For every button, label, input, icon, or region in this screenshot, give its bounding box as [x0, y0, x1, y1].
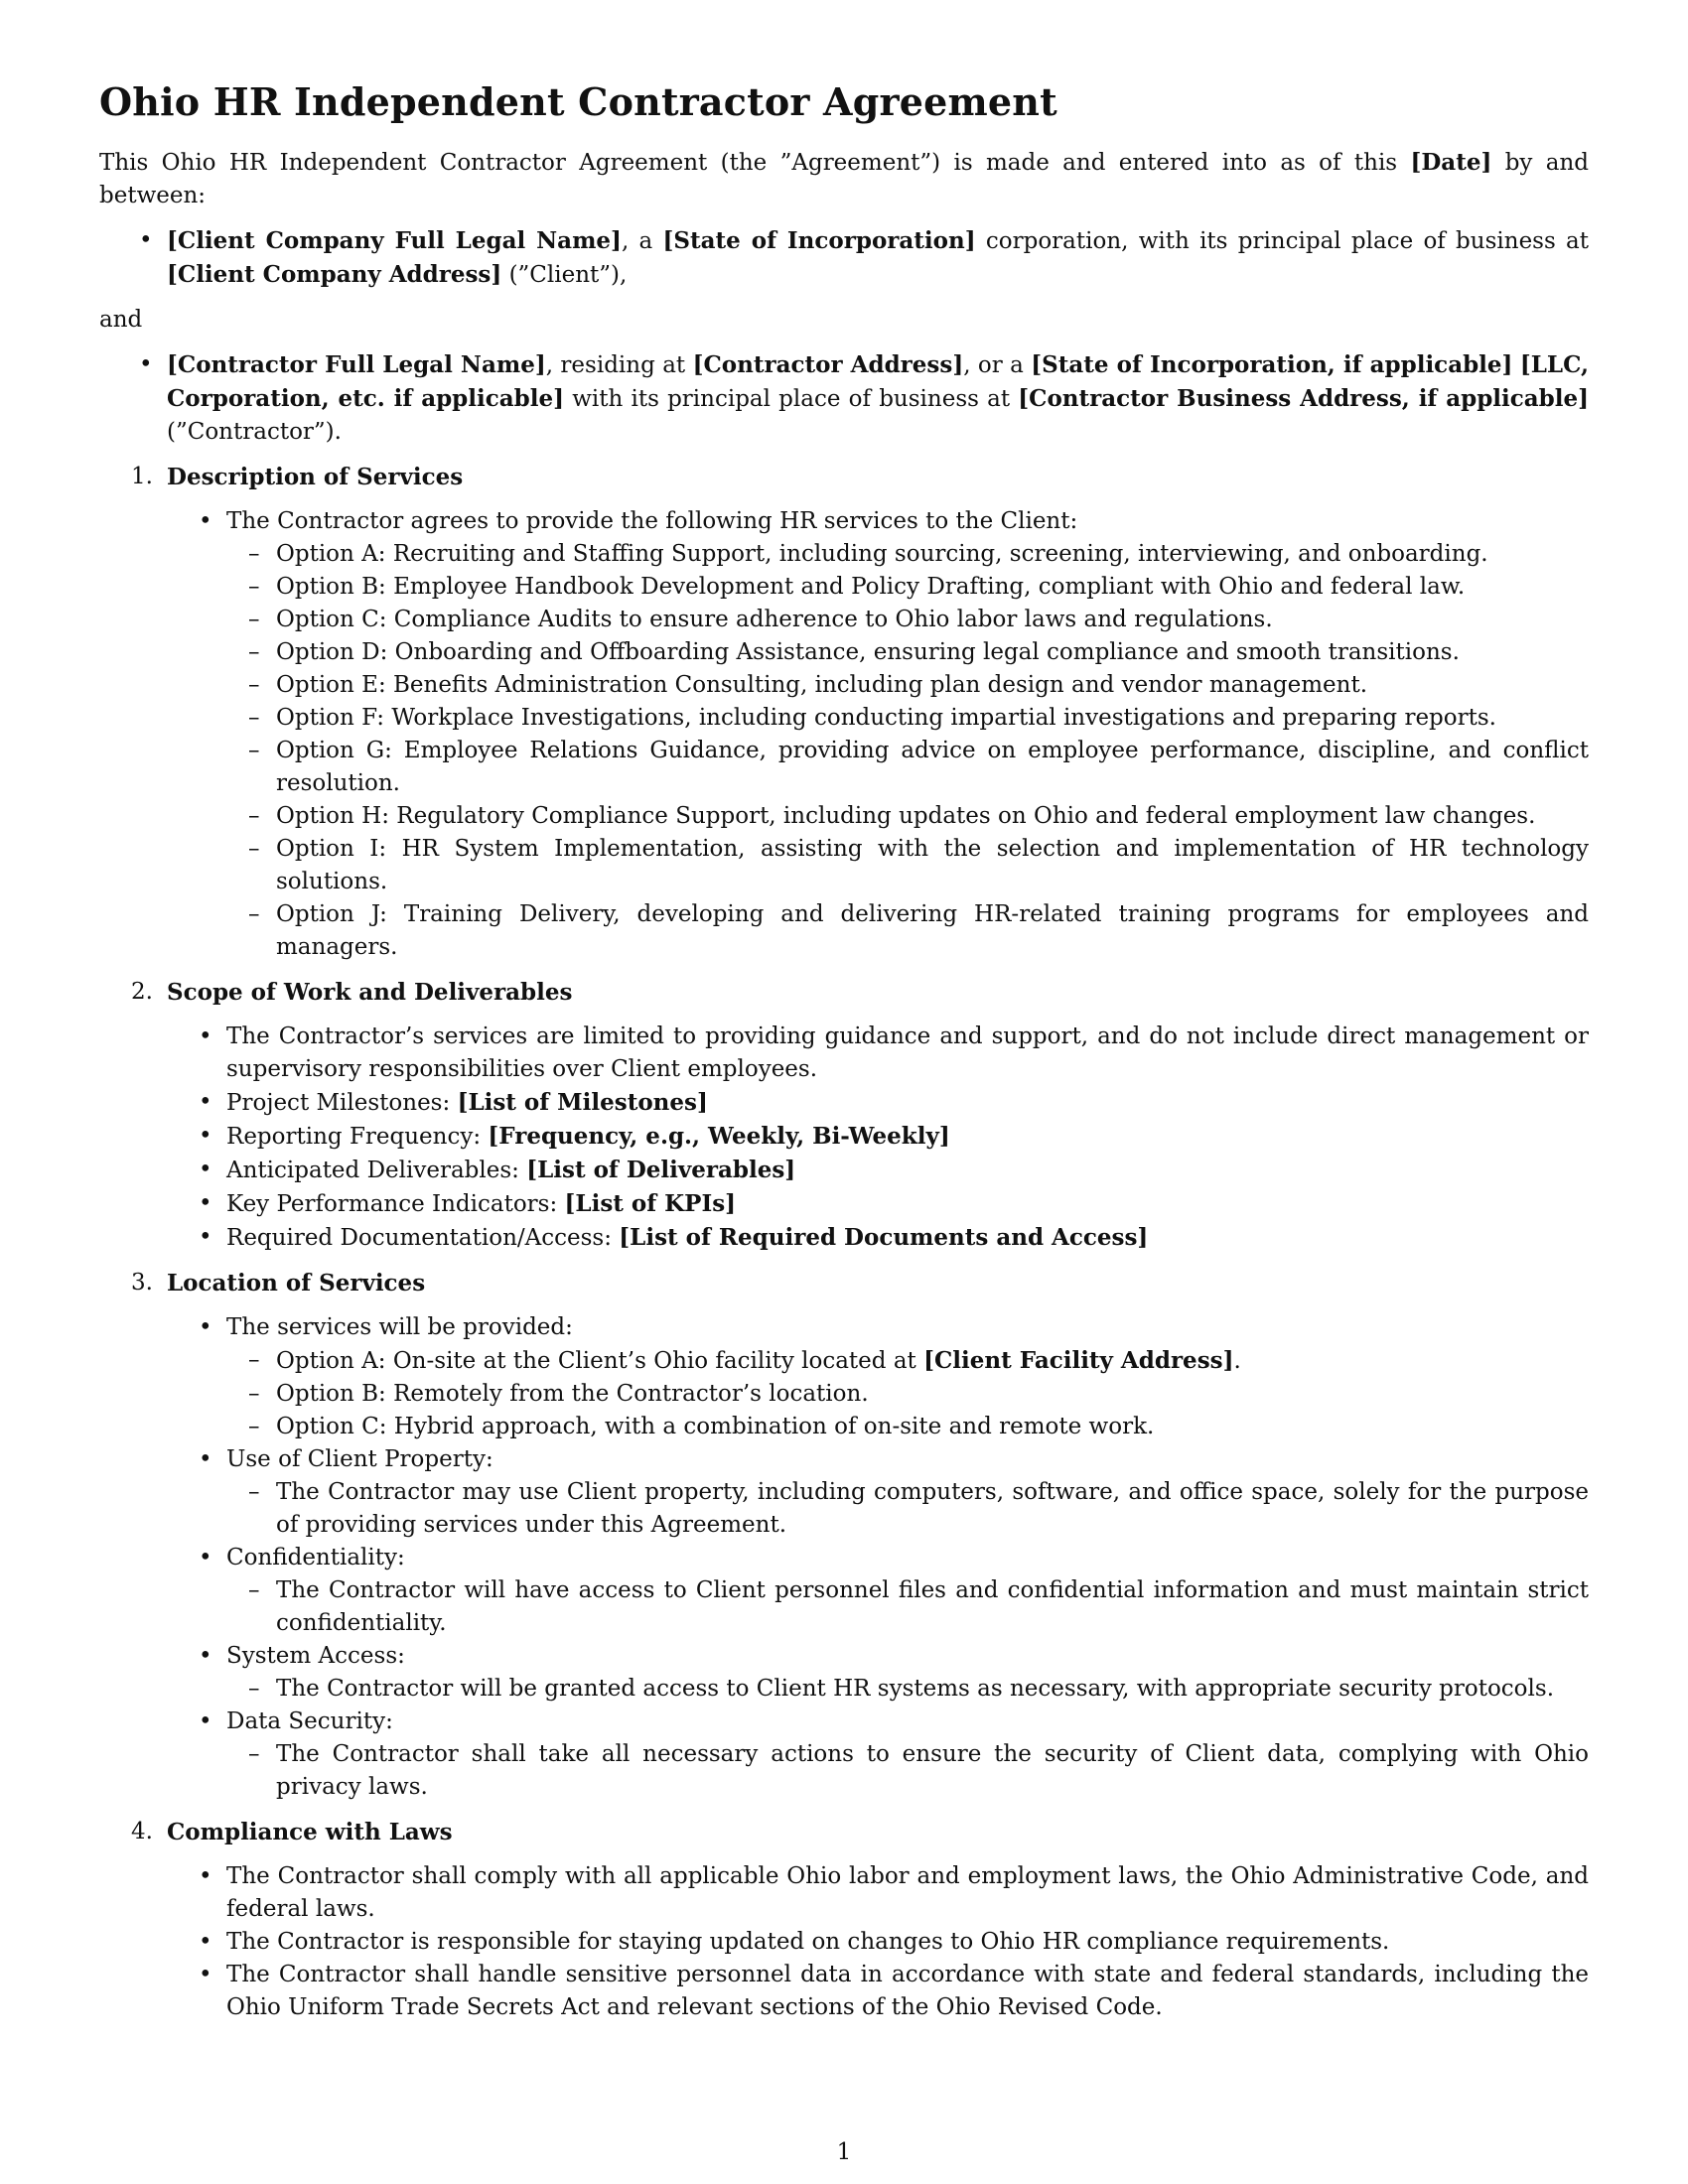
section-scope-of-work [99, 976, 1589, 1255]
data-security-text: – The Contractor shall take all necessary actions to ensure the security of Client data, complying with Ohio privacy laws. [226, 1738, 1589, 1804]
item-label: Required Documentation/Access: [226, 1225, 620, 1251]
service-option-j: – Option J: Training Delivery, developing and delivering HR-related training programs for employees and managers. [226, 898, 1589, 964]
contractor-entity-placeholder: [LLC, Corporation, etc. if applicable] [167, 351, 1589, 412]
document-page [99, 79, 1589, 2036]
client-text: (”Client”), [501, 262, 628, 288]
documents-placeholder: [List of Required Documents and Access] [619, 1224, 1149, 1251]
item-label: Key Performance Indicators: [226, 1191, 565, 1217]
item-label: System Access: [226, 1643, 405, 1669]
list-item [167, 505, 1589, 964]
section-number: 4. [131, 1819, 153, 1844]
client-state-placeholder: [State of Incorporation] [662, 227, 976, 254]
milestones-placeholder: [List of Milestones] [457, 1089, 708, 1116]
section-number: 1. [131, 464, 153, 489]
item-label: Reporting Frequency: [226, 1124, 489, 1150]
list-item [167, 1640, 1589, 1706]
list-item [167, 1542, 1589, 1640]
section-location-of-services [99, 1267, 1589, 1804]
contractor-business-address-placeholder: [Contractor Business Address, if applicable] [1018, 385, 1589, 412]
intro-paragraph [99, 146, 1589, 212]
contractor-text: , residing at [545, 352, 693, 378]
section-number: 3. [131, 1270, 153, 1296]
section-bullets [167, 1860, 1589, 2024]
list-item [167, 1221, 1589, 1255]
section-title: Location of Services [167, 1270, 426, 1297]
intro-text: This Ohio HR Independent Contractor Agreement (the ”Agreement”) is made and entered into as of this [99, 150, 1411, 176]
confidentiality-text: – The Contractor will have access to Client personnel files and confidential information and must maintain strict confidentiality. [226, 1574, 1589, 1640]
list-item: • The Contractor is responsible for staying updated on changes to Ohio HR compliance requirements. [167, 1926, 1589, 1959]
item-label: The services will be provided: [226, 1314, 573, 1340]
location-options [226, 1344, 1589, 1443]
item-label: Use of Client Property: [226, 1446, 493, 1472]
list-item [167, 1086, 1589, 1120]
location-option-b: – Option B: Remotely from the Contractor’s location. [226, 1378, 1589, 1411]
list-item [167, 1120, 1589, 1154]
contractor-address-placeholder: [Contractor Address] [692, 351, 964, 378]
sub-list [226, 1476, 1589, 1542]
option-text: Option A: On-site at the Client’s Ohio facility located at [276, 1348, 924, 1374]
facility-address-placeholder: [Client Facility Address] [923, 1347, 1234, 1374]
service-option-g: – Option G: Employee Relations Guidance, providing advice on employee performance, discipline, and conflict resolution. [226, 735, 1589, 800]
client-party [99, 224, 1589, 292]
item-label: Anticipated Deliverables: [226, 1158, 527, 1183]
section-number: 2. [131, 979, 153, 1005]
contractor-text: , or a [963, 352, 1032, 378]
service-option-d: – Option D: Onboarding and Offboarding Assistance, ensuring legal compliance and smooth transitions. [226, 636, 1589, 669]
client-text: corporation, with its principal place of business at [975, 228, 1589, 254]
party-list-client [99, 224, 1589, 292]
item-label: Project Milestones: [226, 1090, 458, 1116]
client-text: , a [621, 228, 663, 254]
section-bullets [167, 1021, 1589, 1255]
frequency-placeholder: [Frequency, e.g., Weekly, Bi-Weekly] [488, 1123, 950, 1150]
section-description-of-services [99, 461, 1589, 964]
section-bullets [167, 505, 1589, 964]
item-label: Confidentiality: [226, 1545, 405, 1570]
contractor-name-placeholder: [Contractor Full Legal Name] [167, 351, 546, 378]
contractor-text: with its principal place of business at [564, 386, 1019, 412]
item-label: Data Security: [226, 1708, 393, 1734]
kpis-placeholder: [List of KPIs] [564, 1190, 737, 1217]
system-access-text: – The Contractor will be granted access to Client HR systems as necessary, with appropriate security protocols. [226, 1673, 1589, 1706]
location-option-c: – Option C: Hybrid approach, with a combination of on-site and remote work. [226, 1411, 1589, 1443]
contractor-text [1512, 352, 1519, 378]
list-item [167, 1311, 1589, 1443]
list-item: • The Contractor shall comply with all applicable Ohio labor and employment laws, the Ohio Administrative Code, and federal laws. [167, 1860, 1589, 1926]
service-option-b: – Option B: Employee Handbook Development and Policy Drafting, compliant with Ohio and federal law. [226, 571, 1589, 604]
sub-list [226, 1673, 1589, 1706]
service-option-f: – Option F: Workplace Investigations, including conducting impartial investigations and preparing reports. [226, 702, 1589, 735]
list-item [167, 1154, 1589, 1187]
client-address-placeholder: [Client Company Address] [167, 261, 502, 288]
list-item: • The Contractor shall handle sensitive personnel data in accordance with state and federal standards, including the Ohio Uniform Trade Secrets Act and relevant sections of the Ohio Revised Code. [167, 1959, 1589, 2024]
list-item [167, 1443, 1589, 1542]
party-list-contractor [99, 348, 1589, 449]
service-option-a: – Option A: Recruiting and Staffing Support, including sourcing, screening, interviewing, and onboarding. [226, 538, 1589, 571]
section-title: Compliance with Laws [167, 1819, 453, 1845]
section-title: Scope of Work and Deliverables [167, 979, 573, 1006]
service-option-i: – Option I: HR System Implementation, assisting with the selection and implementation of HR technology solutions. [226, 833, 1589, 898]
location-option-a [226, 1344, 1589, 1378]
date-placeholder: [Date] [1410, 149, 1492, 176]
sub-list [226, 1574, 1589, 1640]
service-options [226, 538, 1589, 964]
list-item [167, 1187, 1589, 1221]
section-list [99, 461, 1589, 2024]
section-title: Description of Services [167, 464, 464, 490]
document-title: Ohio HR Independent Contractor Agreement [99, 79, 1057, 124]
option-text: . [1233, 1348, 1241, 1374]
service-option-h: – Option H: Regulatory Compliance Support, including updates on Ohio and federal employment law changes. [226, 800, 1589, 833]
contractor-party [99, 348, 1589, 449]
client-name-placeholder: [Client Company Full Legal Name] [167, 227, 622, 254]
services-lead: The Contractor agrees to provide the following HR services to the Client: [226, 508, 1078, 534]
deliverables-placeholder: [List of Deliverables] [526, 1157, 796, 1183]
section-compliance-with-laws [99, 1816, 1589, 2024]
property-text: – The Contractor may use Client property, including computers, software, and office space, solely for the purpose of providing services under this Agreement. [226, 1476, 1589, 1542]
page-number: 1 [836, 2139, 852, 2165]
list-item: • The Contractor’s services are limited to providing guidance and support, and do not include direct management or supervisory responsibilities over Client employees. [167, 1021, 1589, 1086]
sub-list [226, 1738, 1589, 1804]
service-option-c: – Option C: Compliance Audits to ensure adherence to Ohio labor laws and regulations. [226, 604, 1589, 636]
contractor-text: (”Contractor”). [167, 419, 342, 445]
intro-text-end: by and between: [99, 150, 1590, 208]
contractor-state-placeholder: [State of Incorporation, if applicable] [1031, 351, 1513, 378]
section-bullets [167, 1311, 1589, 1804]
list-item [167, 1706, 1589, 1804]
service-option-e: – Option E: Benefits Administration Consulting, including plan design and vendor management. [226, 669, 1589, 702]
and-connector: and [99, 307, 143, 333]
